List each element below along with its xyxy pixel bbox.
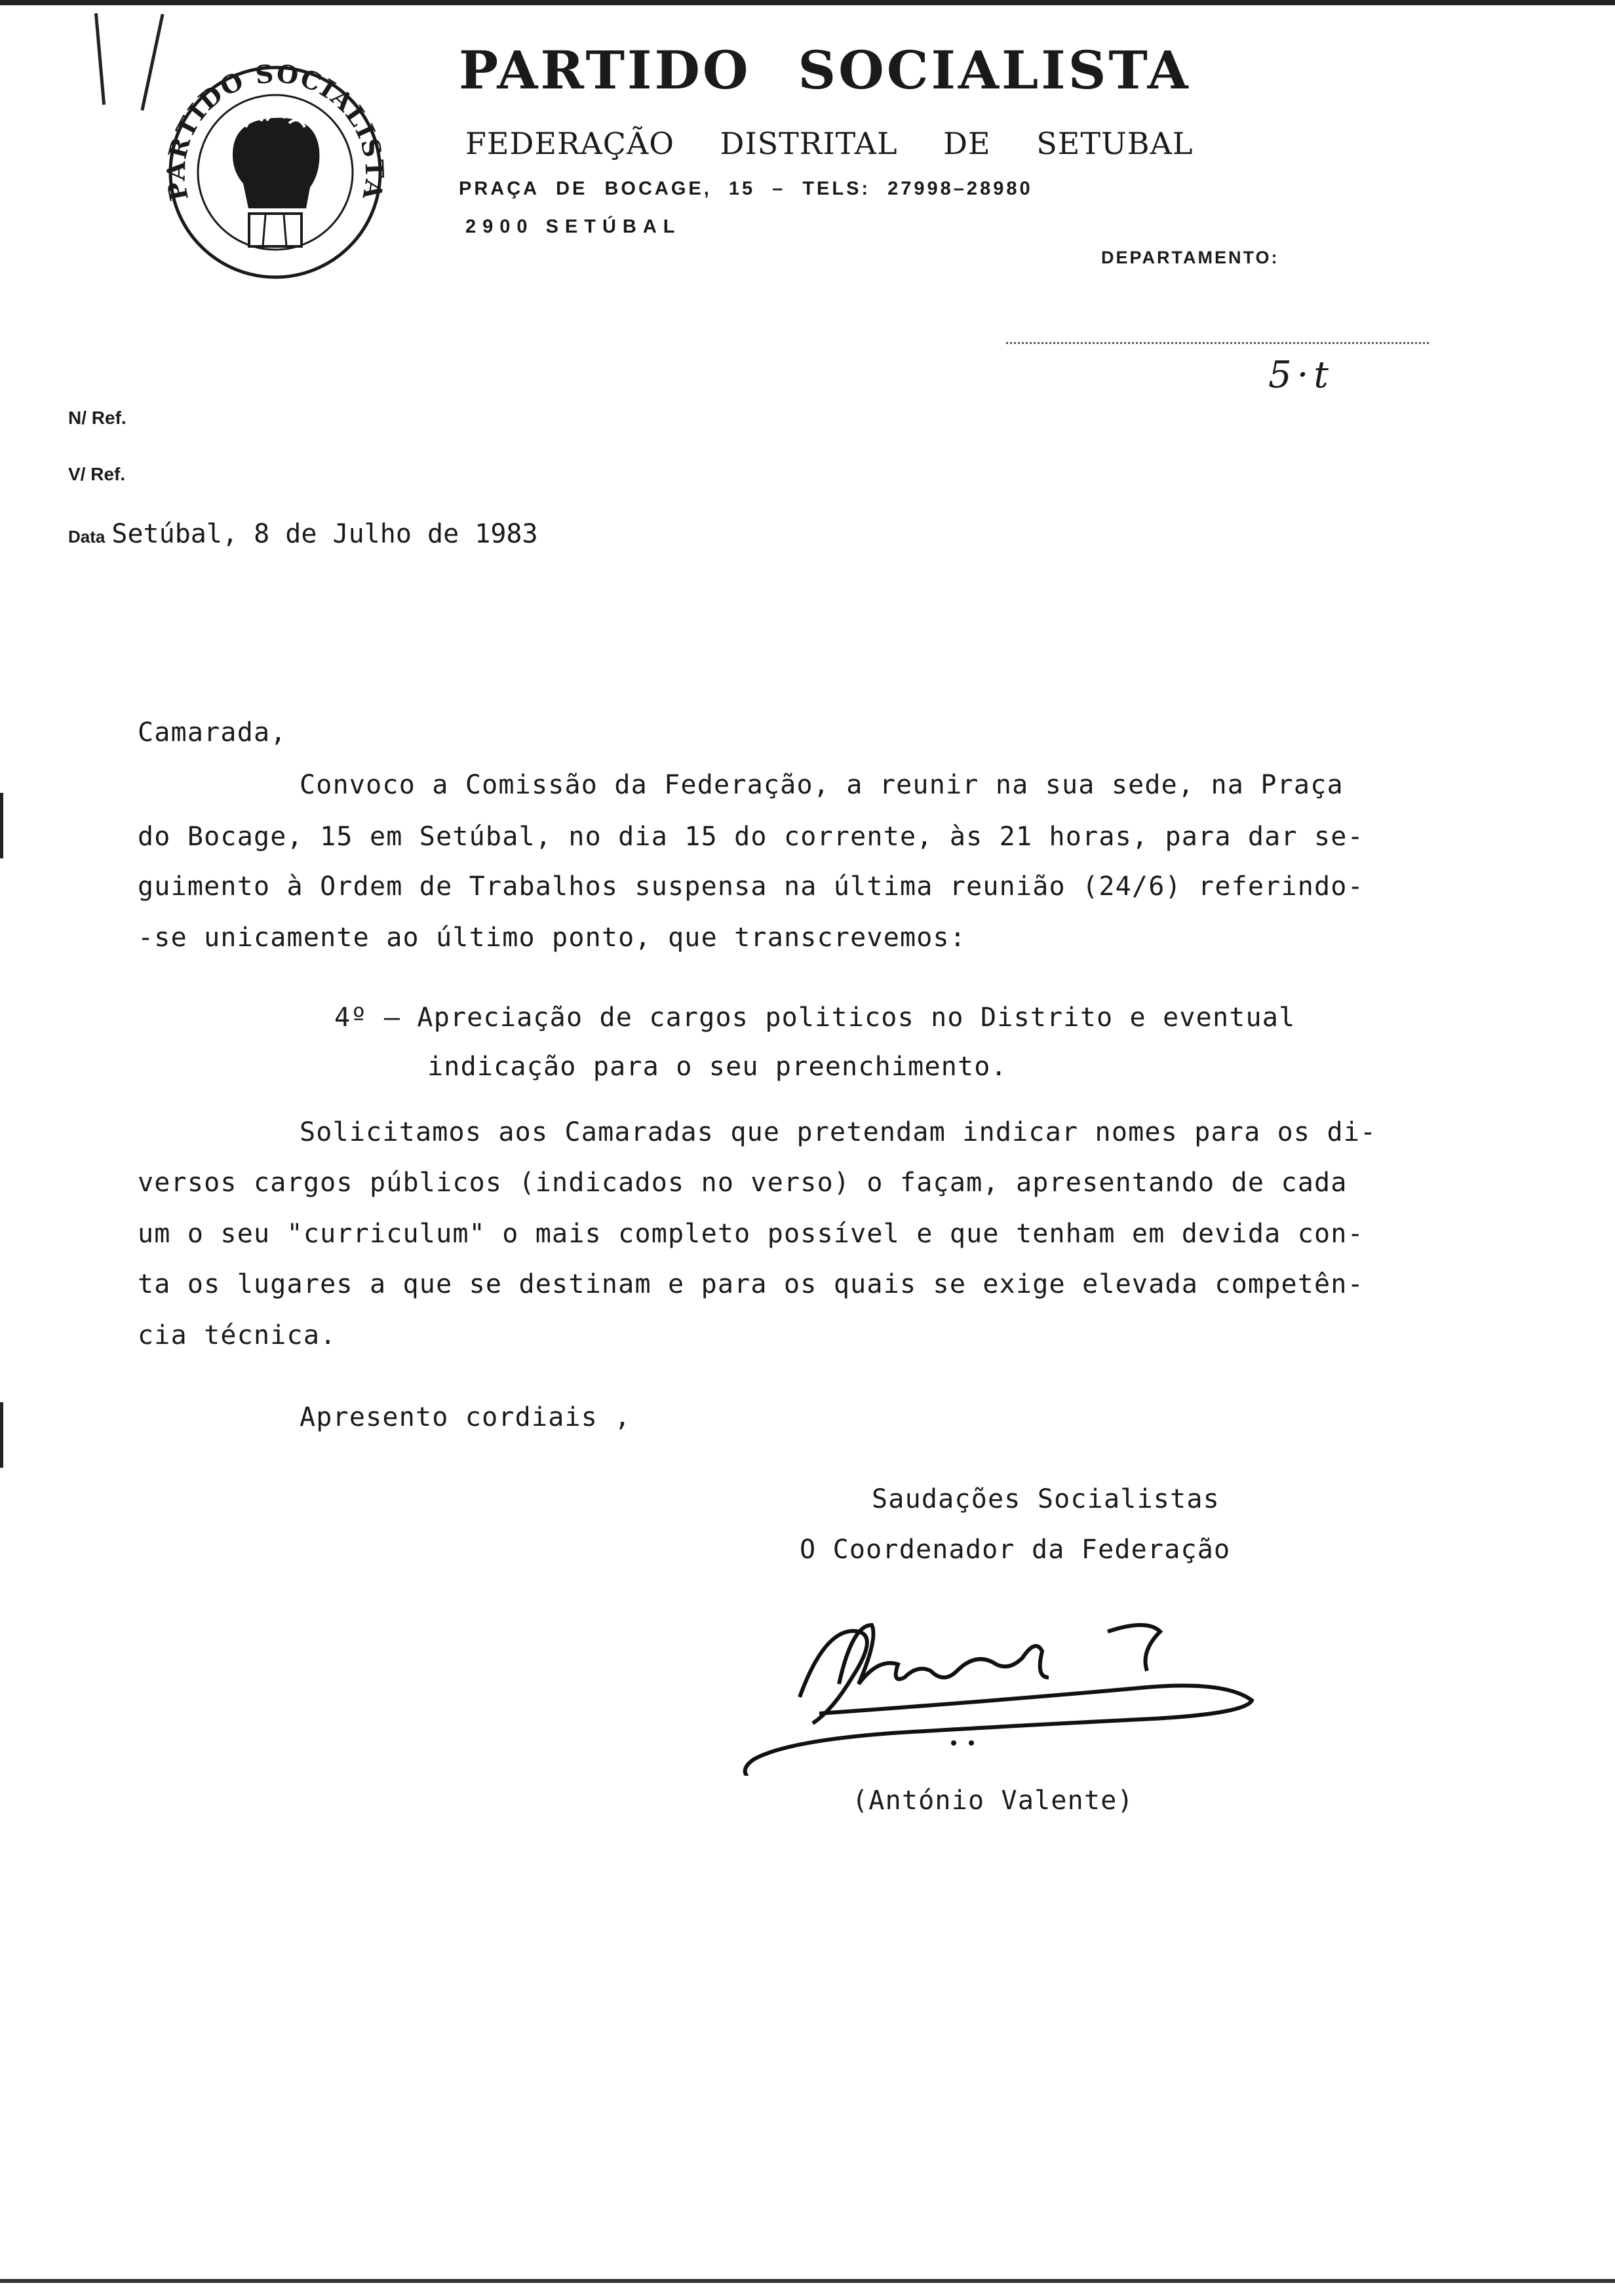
date-value: Setúbal, 8 de Julho de 1983 — [111, 519, 538, 549]
letterhead-address: PRAÇA DE BOCAGE, 15 – TELS: 27998–28980 — [459, 178, 1033, 199]
svg-text:PARTIDO SOCIALISTA: PARTIDO SOCIALISTA — [161, 58, 390, 204]
our-ref-label: N/ Ref. — [68, 408, 126, 428]
paragraph-line: ta os lugares a que se destinam e para os quais se exige elevada competên- — [138, 1269, 1364, 1299]
letterhead-city: 2900 SETÚBAL — [465, 216, 682, 237]
date-label: Data — [68, 527, 106, 546]
scan-top-edge — [0, 0, 1615, 5]
fist-icon — [233, 114, 319, 246]
closing: Apresento cordiais , — [300, 1402, 631, 1432]
paragraph-line: Convoco a Comissão da Federação, a reunir na sua sede, na Praça — [300, 770, 1344, 800]
date-line — [68, 519, 538, 549]
letterhead-title: PARTIDO SOCIALISTA — [459, 39, 1191, 101]
agenda-item-line: indicação para o seu preenchimento. — [427, 1052, 1007, 1082]
letterhead-federation: FEDERAÇÃO DISTRITAL DE SETUBAL — [465, 126, 1194, 161]
margin-mark — [0, 1402, 3, 1468]
handwritten-note: 5·t — [1268, 354, 1334, 396]
paragraph-line: Solicitamos aos Camaradas que pretendam indicar nomes para os di- — [300, 1117, 1377, 1147]
department-dotted-line — [1006, 342, 1429, 344]
signatory-name: (António Valente) — [852, 1786, 1134, 1816]
agenda-item-line: 4º – Apreciação de cargos politicos no Distrito e eventual — [334, 1003, 1296, 1033]
paragraph-line: versos cargos públicos (indicados no verso) o façam, apresentando de cada — [138, 1168, 1348, 1198]
paragraph-line: guimento à Ordem de Trabalhos suspensa na última reunião (24/6) referindo- — [138, 871, 1364, 902]
department-label: DEPARTAMENTO: — [1101, 248, 1279, 267]
margin-mark — [0, 793, 3, 858]
paragraph-line: do Bocage, 15 em Setúbal, no dia 15 do corrente, às 21 horas, para dar se- — [138, 822, 1364, 852]
paragraph-line: um o seu "curriculum" o mais completo possível e que tenham em devida con- — [138, 1219, 1364, 1249]
paragraph-line: -se unicamente ao último ponto, que transcrevemos: — [138, 923, 967, 953]
signatory-role: O Coordenador da Federação — [800, 1535, 1231, 1565]
scan-bottom-edge — [0, 2279, 1615, 2283]
greeting: Saudações Socialistas — [872, 1484, 1220, 1514]
party-logo — [161, 58, 390, 287]
salutation: Camarada, — [138, 718, 287, 748]
margin-mark — [94, 13, 106, 105]
paragraph-line: cia técnica. — [138, 1320, 337, 1350]
your-ref-label: V/ Ref. — [68, 464, 126, 484]
signature — [714, 1592, 1278, 1776]
